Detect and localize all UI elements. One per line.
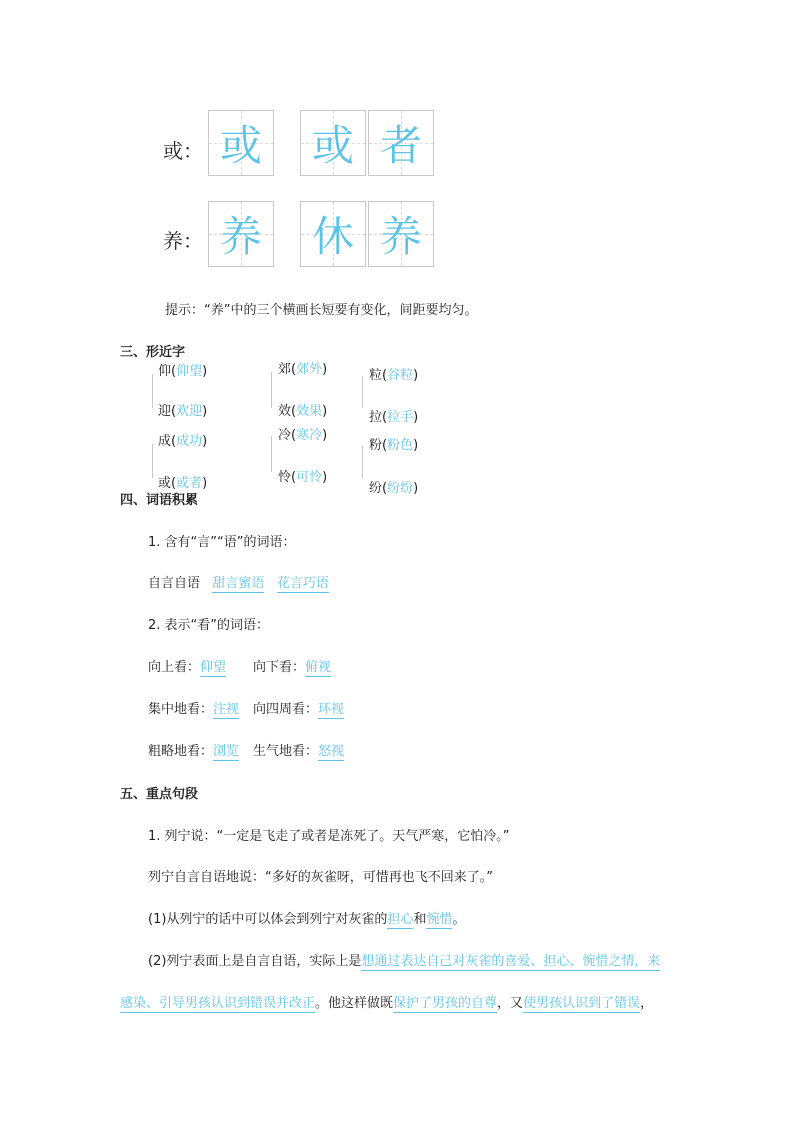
- similar-char-item: 郊(郊外): [278, 362, 328, 377]
- brace: [362, 376, 367, 408]
- practice-label-2: 养：: [163, 229, 203, 253]
- practice-char: 或: [219, 121, 262, 170]
- practice-cell-pair-2a: [300, 201, 366, 267]
- brace: [271, 372, 276, 408]
- similar-char-item: 拉(拉手): [369, 410, 419, 425]
- answer: 甜言蜜语: [212, 576, 265, 591]
- question-5-2-cont: 感染、引导男孩认识到错误并改正。他这样做既保护了男孩的自尊，又使男孩认识到了错误，: [120, 996, 654, 1011]
- section-3-title: 三、形近字: [120, 345, 186, 360]
- similar-char-item: 怜(可怜): [278, 470, 328, 485]
- practice-char: 休: [311, 212, 354, 261]
- answer-line-1: 自言自语 甜言蜜语 花言巧语: [148, 576, 329, 591]
- practice-char: 养: [219, 212, 262, 261]
- practice-cell-pair-1a: [300, 110, 366, 176]
- similar-char-item: 粉(粉色): [369, 438, 419, 453]
- brace: [152, 374, 157, 408]
- question-5-2: (2)列宁表面上是自言自语，实际上是想通过表达自己对灰雀的喜爱、担心、惋惜之情，来: [148, 954, 661, 969]
- practice-char: 者: [379, 121, 422, 170]
- similar-char-item: 粒(谷粒): [369, 368, 419, 383]
- answer: 花言巧语: [276, 576, 329, 591]
- question-1: 1. 含有“言”“语”的词语：: [148, 535, 296, 550]
- brace: [271, 436, 276, 472]
- similar-char-item: 冷(寒冷): [278, 428, 328, 443]
- brace: [362, 446, 367, 478]
- section-4-title: 四、词语积累: [120, 493, 199, 508]
- brace: [152, 444, 157, 478]
- similar-char-item: 迎(欢迎): [158, 404, 208, 419]
- look-pair-3b: 生气地看：怒视: [253, 744, 345, 759]
- quote-line-1: 1. 列宁说：“一定是飞走了或者是冻死了。天气严寒，它怕冷。”: [148, 829, 510, 844]
- similar-char-item: 效(效果): [278, 404, 328, 419]
- section-5-title: 五、重点句段: [120, 787, 199, 802]
- similar-char-item: 或(或者): [158, 476, 208, 491]
- practice-char: 养: [379, 212, 422, 261]
- similar-char-item: 成(成功): [158, 434, 208, 449]
- look-pair-1b: 向下看：俯视: [253, 660, 332, 675]
- look-pair-3: 粗略地看：浏览: [148, 744, 240, 759]
- similar-char-item: 仰(仰望): [158, 364, 208, 379]
- practice-label-1: 或：: [163, 139, 203, 163]
- look-pair-2: 集中地看：注视: [148, 702, 240, 717]
- look-pair-1: 向上看：仰望: [148, 660, 227, 675]
- question-5-1: (1)从列宁的话中可以体会到列宁对灰雀的担心和惋惜。: [148, 912, 466, 927]
- practice-cell-pair-1b: [368, 110, 434, 176]
- look-pair-2b: 向四周看：环视: [253, 702, 345, 717]
- practice-cell-sample-1: [208, 110, 274, 176]
- practice-tip: 提示：“养”中的三个横画长短要有变化，间距要均匀。: [165, 303, 478, 318]
- similar-char-item: 纷(纷纷): [369, 481, 419, 496]
- question-2: 2. 表示“看”的词语：: [148, 618, 270, 633]
- practice-cell-pair-2b: [368, 201, 434, 267]
- practice-char: 或: [311, 121, 354, 170]
- practice-cell-sample-2: [208, 201, 274, 267]
- quote-line-2: 列宁自言自语地说：“多好的灰雀呀，可惜再也飞不回来了。”: [148, 870, 493, 885]
